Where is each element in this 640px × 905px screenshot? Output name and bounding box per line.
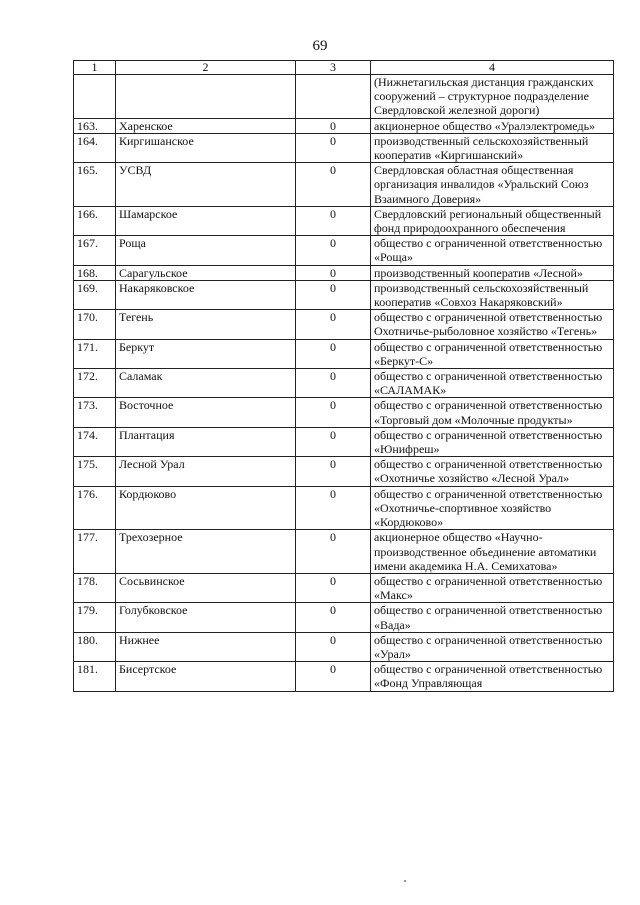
row-number: 174.	[74, 427, 116, 456]
row-number: 168.	[74, 265, 116, 280]
column-header: 4	[371, 61, 614, 75]
row-number: 177.	[74, 530, 116, 574]
scan-speck	[404, 880, 406, 882]
organization-name: общество с ограниченной ответственностью «Фонд Управляющая	[371, 662, 614, 691]
row-number: 173.	[74, 398, 116, 427]
table-row	[74, 118, 614, 133]
row-number: 172.	[74, 369, 116, 398]
area-name: Восточное	[116, 398, 296, 427]
column-header: 1	[74, 61, 116, 75]
area-value: 0	[296, 339, 371, 368]
row-number: 179.	[74, 603, 116, 632]
row-number: 164.	[74, 133, 116, 162]
area-value: 0	[296, 206, 371, 235]
area-value: 0	[296, 265, 371, 280]
area-name: Накаряковское	[116, 280, 296, 309]
organization-name: общество с ограниченной ответственностью «Урал»	[371, 632, 614, 661]
table-body	[74, 75, 614, 692]
row-number: 180.	[74, 632, 116, 661]
organization-name: общество с ограниченной ответственностью «Вада»	[371, 603, 614, 632]
table-row	[74, 603, 614, 632]
area-value: 0	[296, 632, 371, 661]
organization-name: (Нижнетагильская дистанция гражданских сооружений – структурное подразделение Свердловской железной дороги)	[371, 75, 614, 119]
area-name: Роща	[116, 236, 296, 265]
row-number: 166.	[74, 206, 116, 235]
area-name: Харенское	[116, 118, 296, 133]
table-row	[74, 486, 614, 530]
area-value: 0	[296, 573, 371, 602]
organization-name: производственный сельскохозяйственный кооператив «Совхоз Накаряковский»	[371, 280, 614, 309]
row-number: 163.	[74, 118, 116, 133]
column-header: 3	[296, 61, 371, 75]
organization-name: Свердловская областная общественная организация инвалидов «Уральский Союз Взаимного Доверия»	[371, 163, 614, 207]
area-name: Лесной Урал	[116, 457, 296, 486]
area-name	[116, 75, 296, 119]
table-row	[74, 632, 614, 661]
organization-name: общество с ограниченной ответственностью Охотничье-рыболовное хозяйство «Тегень»	[371, 310, 614, 339]
table-row	[74, 280, 614, 309]
area-name: Плантация	[116, 427, 296, 456]
table-row	[74, 457, 614, 486]
row-number: 175.	[74, 457, 116, 486]
row-number: 169.	[74, 280, 116, 309]
table-row	[74, 369, 614, 398]
organization-name: общество с ограниченной ответственностью «Роща»	[371, 236, 614, 265]
organization-name: акционерное общество «Уралэлектромедь»	[371, 118, 614, 133]
table-row	[74, 133, 614, 162]
organization-name: общество с ограниченной ответственностью «Охотничье хозяйство «Лесной Урал»	[371, 457, 614, 486]
registry-table	[73, 60, 614, 692]
area-value: 0	[296, 662, 371, 691]
table-row	[74, 206, 614, 235]
area-value: 0	[296, 530, 371, 574]
table-row	[74, 339, 614, 368]
area-value: 0	[296, 369, 371, 398]
table-row	[74, 236, 614, 265]
organization-name: общество с ограниченной ответственностью «САЛАМАК»	[371, 369, 614, 398]
area-value: 0	[296, 133, 371, 162]
area-name: Нижнее	[116, 632, 296, 661]
area-value: 0	[296, 398, 371, 427]
table-row	[74, 573, 614, 602]
area-value: 0	[296, 118, 371, 133]
organization-name: производственный кооператив «Лесной»	[371, 265, 614, 280]
row-number: 176.	[74, 486, 116, 530]
table-row	[74, 530, 614, 574]
organization-name: общество с ограниченной ответственностью «Беркут-С»	[371, 339, 614, 368]
area-name: Бисертское	[116, 662, 296, 691]
table-row	[74, 75, 614, 119]
row-number: 181.	[74, 662, 116, 691]
table-row	[74, 163, 614, 207]
table-row	[74, 662, 614, 691]
row-number: 170.	[74, 310, 116, 339]
area-name: Киргишанское	[116, 133, 296, 162]
area-value	[296, 75, 371, 119]
organization-name: Свердловский региональный общественный фонд природоохранного обеспечения	[371, 206, 614, 235]
area-name: Кордюково	[116, 486, 296, 530]
area-name: Тегень	[116, 310, 296, 339]
table-row	[74, 398, 614, 427]
area-value: 0	[296, 457, 371, 486]
organization-name: производственный сельскохозяйственный кооператив «Киргишанский»	[371, 133, 614, 162]
area-value: 0	[296, 163, 371, 207]
header-row	[74, 61, 614, 75]
table-row	[74, 427, 614, 456]
organization-name: акционерное общество «Научно-производственное объединение автоматики имени академика Н.А. Семихатова»	[371, 530, 614, 574]
page-number: 69	[312, 38, 328, 54]
table-row	[74, 310, 614, 339]
row-number	[74, 75, 116, 119]
organization-name: общество с ограниченной ответственностью «Юнифреш»	[371, 427, 614, 456]
area-value: 0	[296, 486, 371, 530]
organization-name: общество с ограниченной ответственностью «Охотничье-спортивное хозяйство «Кордюково»	[371, 486, 614, 530]
area-name: Беркут	[116, 339, 296, 368]
area-value: 0	[296, 280, 371, 309]
organization-name: общество с ограниченной ответственностью «Торговый дом «Молочные продукты»	[371, 398, 614, 427]
area-value: 0	[296, 310, 371, 339]
table-row	[74, 265, 614, 280]
area-name: УСВД	[116, 163, 296, 207]
area-name: Шамарское	[116, 206, 296, 235]
row-number: 171.	[74, 339, 116, 368]
area-value: 0	[296, 236, 371, 265]
row-number: 165.	[74, 163, 116, 207]
area-name: Сарагульское	[116, 265, 296, 280]
row-number: 167.	[74, 236, 116, 265]
column-header: 2	[116, 61, 296, 75]
row-number: 178.	[74, 573, 116, 602]
area-name: Трехозерное	[116, 530, 296, 574]
area-value: 0	[296, 603, 371, 632]
area-name: Сосьвинское	[116, 573, 296, 602]
area-name: Голубковское	[116, 603, 296, 632]
area-name: Саламак	[116, 369, 296, 398]
organization-name: общество с ограниченной ответственностью «Макс»	[371, 573, 614, 602]
area-value: 0	[296, 427, 371, 456]
